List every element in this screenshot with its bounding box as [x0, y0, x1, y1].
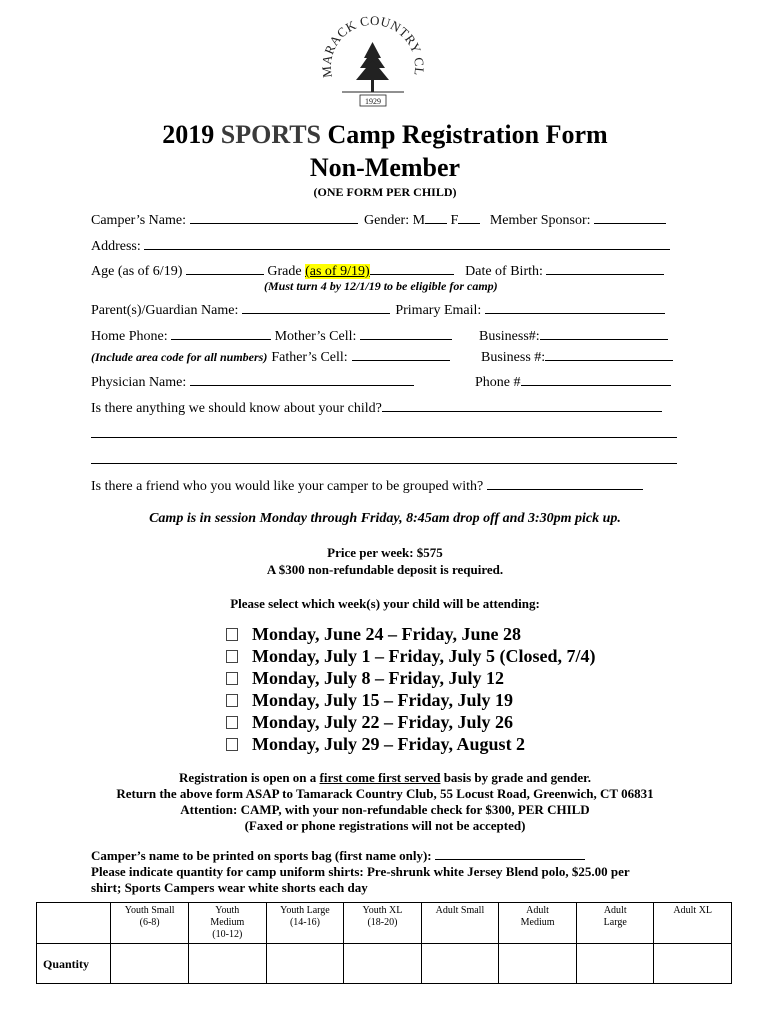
- size-label: Medium: [520, 917, 555, 928]
- size-range: (18-20): [367, 917, 398, 928]
- member-sponsor-label: Member Sponsor:: [489, 213, 591, 228]
- faxed-note: (Faxed or phone registrations will not be accepted): [244, 818, 526, 833]
- week-4-checkbox[interactable]: [226, 694, 238, 707]
- size-label: Youth Small: [124, 905, 175, 916]
- grade-field[interactable]: [370, 261, 454, 275]
- week-option-6[interactable]: [226, 734, 525, 755]
- address-label: Address:: [91, 239, 141, 254]
- week-option-2[interactable]: [226, 646, 596, 667]
- table-corner-cell: [37, 903, 111, 944]
- row-address: [91, 236, 670, 255]
- size-label: Adult Small: [435, 905, 485, 916]
- member-sponsor-field[interactable]: [594, 210, 666, 224]
- anything-field[interactable]: [382, 398, 662, 412]
- uniform-line-2: shirt; Sports Campers wear white shorts each day: [91, 880, 368, 895]
- registration-open-pre: Registration is open on a: [179, 770, 320, 785]
- size-header-cell: [188, 903, 266, 944]
- gender-f-field[interactable]: [458, 210, 480, 224]
- week-1-checkbox[interactable]: [226, 628, 238, 641]
- primary-email-field[interactable]: [485, 300, 665, 314]
- row-campers-name: [91, 210, 666, 229]
- svg-text:TAMARACK COUNTRY CLUB: MARACK COUNTRY CL: [318, 14, 428, 79]
- anything-line-2[interactable]: [91, 437, 677, 438]
- svg-text:1929: 1929: [365, 97, 381, 106]
- bag-name-label: Camper’s name to be printed on sports bag (first name only):: [91, 848, 432, 863]
- row-business1: [479, 326, 668, 345]
- quantity-youth-medium-cell[interactable]: [188, 944, 266, 984]
- grade-label: Grade: [267, 264, 302, 279]
- week-6-label: Monday, July 29 – Friday, August 2: [252, 734, 526, 754]
- friend-field[interactable]: [487, 476, 643, 490]
- week-5-checkbox[interactable]: [226, 716, 238, 729]
- select-weeks-label: Please select which week(s) your child will be attending:: [230, 596, 540, 611]
- dob-field[interactable]: [546, 261, 664, 275]
- phone-label: Phone #: [475, 375, 521, 390]
- size-label: Youth Large: [280, 905, 330, 916]
- quantity-youth-small-cell[interactable]: [111, 944, 189, 984]
- table-header-row: [37, 903, 732, 944]
- week-3-label: Monday, July 8 – Friday, July 12: [252, 668, 505, 688]
- business1-label: Business#:: [479, 329, 540, 344]
- mothers-cell-label: Mother’s Cell:: [274, 329, 357, 344]
- home-phone-field[interactable]: [171, 326, 271, 340]
- size-header-cell: [111, 903, 189, 944]
- size-label: Youth XL: [362, 905, 403, 916]
- size-label: Adult: [603, 905, 627, 916]
- week-option-3[interactable]: [226, 668, 504, 689]
- uniform-quantity-table: [36, 902, 732, 984]
- size-label: Medium: [210, 917, 245, 928]
- physician-field[interactable]: [190, 372, 414, 386]
- business1-field[interactable]: [540, 326, 668, 340]
- fathers-cell-label: Father’s Cell:: [271, 350, 348, 365]
- size-range: (6-8): [139, 917, 160, 928]
- week-2-label: Monday, July 1 – Friday, July 5 (Closed, 7/4): [252, 646, 596, 666]
- size-header-cell: [654, 903, 732, 944]
- bag-name-field[interactable]: [435, 846, 585, 860]
- club-logo: [318, 14, 428, 114]
- row-bag-name: [91, 846, 585, 864]
- week-4-label: Monday, July 15 – Friday, July 19: [252, 690, 514, 710]
- friend-label: Is there a friend who you would like your camper to be grouped with?: [91, 479, 484, 494]
- uniform-line-1: Please indicate quantity for camp uniform shirts: Pre-shrunk white Jersey Blend polo, $25.00 per: [91, 864, 630, 879]
- row-business2: [481, 347, 673, 366]
- size-label: Youth: [215, 905, 240, 916]
- anything-line-3[interactable]: [91, 463, 677, 464]
- business2-field[interactable]: [545, 347, 673, 361]
- row-friend: [91, 476, 643, 495]
- size-range: (10-12): [212, 929, 243, 940]
- fathers-cell-field[interactable]: [352, 347, 450, 361]
- size-header-cell: [344, 903, 422, 944]
- gender-f-label: F: [450, 213, 459, 228]
- deposit-note: A $300 non-refundable deposit is required.: [266, 562, 504, 577]
- row-fathers-cell: [91, 347, 450, 366]
- size-header-cell: [421, 903, 498, 944]
- business2-label: Business #:: [481, 350, 546, 365]
- physician-label: Physician Name:: [91, 375, 187, 390]
- quantity-adult-small-cell[interactable]: [421, 944, 498, 984]
- one-form-note: (ONE FORM PER CHILD): [313, 185, 457, 199]
- size-label: Adult: [526, 905, 549, 916]
- registration-open-underlined: first come first served: [319, 770, 441, 785]
- registration-open: [0, 770, 770, 786]
- parent-label: Parent(s)/Guardian Name:: [91, 303, 239, 318]
- quantity-label: Quantity: [37, 944, 111, 984]
- dob-label: Date of Birth:: [465, 264, 543, 279]
- quantity-youth-large-cell[interactable]: [266, 944, 344, 984]
- row-anything: [91, 398, 662, 417]
- address-field[interactable]: [144, 236, 670, 250]
- home-phone-label: Home Phone:: [91, 329, 168, 344]
- grade-note: (as of 9/19): [305, 264, 370, 279]
- size-header-cell: [499, 903, 577, 944]
- return-address: Return the above form ASAP to Tamarack Country Club, 55 Locust Road, Greenwich, CT 06831: [116, 786, 654, 801]
- campers-name-label: Camper’s Name:: [91, 213, 186, 228]
- parent-field[interactable]: [242, 300, 390, 314]
- size-header-cell: [576, 903, 653, 944]
- week-5-label: Monday, July 22 – Friday, July 26: [252, 712, 514, 732]
- row-home-phone: [91, 326, 452, 345]
- week-option-5[interactable]: [226, 712, 513, 733]
- form-subtitle: Non-Member: [309, 153, 461, 182]
- title-rest: Camp Registration Form: [327, 120, 608, 149]
- week-option-4[interactable]: [226, 690, 513, 711]
- phone-field[interactable]: [521, 372, 671, 386]
- size-range: (14-16): [289, 917, 320, 928]
- mothers-cell-field[interactable]: [360, 326, 452, 340]
- price-per-week: Price per week: $575: [327, 545, 443, 560]
- age-field[interactable]: [186, 261, 264, 275]
- week-2-checkbox[interactable]: [226, 650, 238, 663]
- anything-label: Is there anything we should know about your child?: [91, 401, 382, 416]
- row-age: [91, 261, 664, 280]
- quantity-row: [37, 944, 732, 984]
- age-label: Age (as of 6/19): [91, 264, 183, 279]
- registration-open-post: basis by grade and gender.: [440, 770, 591, 785]
- attention-camp: Attention: CAMP, with your non-refundable check for $300, PER CHILD: [180, 802, 590, 817]
- title-year: 2019: [162, 120, 215, 149]
- row-parent: [91, 300, 665, 319]
- title-sports: SPORTS: [220, 120, 322, 149]
- week-option-1[interactable]: [226, 624, 521, 645]
- row-physician: [91, 372, 414, 391]
- week-6-checkbox[interactable]: [226, 738, 238, 751]
- primary-email-label: Primary Email:: [395, 303, 482, 318]
- gender-m-field[interactable]: [425, 210, 447, 224]
- quantity-adult-large-cell[interactable]: [576, 944, 653, 984]
- gender-label: Gender: M: [364, 213, 426, 228]
- quantity-adult-medium-cell[interactable]: [499, 944, 577, 984]
- campers-name-field[interactable]: [190, 210, 358, 224]
- session-info: Camp is in session Monday through Friday, 8:45am drop off and 3:30pm pick up.: [149, 511, 621, 526]
- size-label: Adult XL: [673, 905, 713, 916]
- quantity-youth-xl-cell[interactable]: [344, 944, 422, 984]
- size-label: Large: [603, 917, 627, 928]
- quantity-adult-xl-cell[interactable]: [654, 944, 732, 984]
- area-code-note: (Include area code for all numbers): [91, 350, 268, 364]
- must-turn-note: (Must turn 4 by 12/1/19 to be eligible for camp): [264, 279, 498, 293]
- size-header-cell: [266, 903, 344, 944]
- week-1-label: Monday, June 24 – Friday, June 28: [252, 624, 522, 644]
- row-phone: [475, 372, 671, 391]
- week-3-checkbox[interactable]: [226, 672, 238, 685]
- form-title: [0, 120, 770, 150]
